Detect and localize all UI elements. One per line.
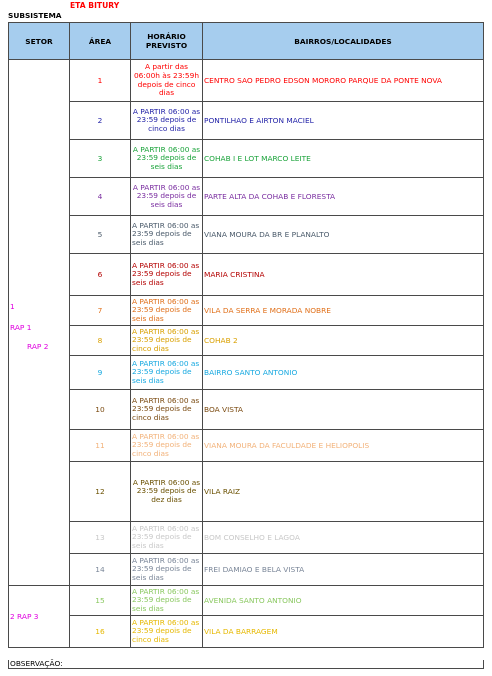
bairros-cell: COHAB I E LOT MARCO LEITE: [203, 140, 484, 178]
area-cell: 3: [70, 140, 131, 178]
bairros-cell: COHAB 2: [203, 326, 484, 356]
table-row: [9, 390, 484, 430]
bairros-cell: VIANA MOURA DA FACULDADE E HELIOPOLIS: [203, 430, 484, 462]
area-cell: 11: [70, 430, 131, 462]
horario-cell: A PARTIR 06:00 as 23:59 depois de seis dias: [131, 216, 203, 254]
col-area-header: ÁREA: [70, 23, 131, 60]
table-row: [9, 254, 484, 296]
horario-cell: A PARTIR 06:00 as 23:59 depois de seis dias: [131, 296, 203, 326]
setor-cell-2: [9, 586, 70, 648]
area-cell: 12: [70, 462, 131, 522]
bairros-cell: FREI DAMIAO E BELA VISTA: [203, 554, 484, 586]
bairros-cell: VILA RAIZ: [203, 462, 484, 522]
table-row: [9, 430, 484, 462]
setor-1-label: 1: [10, 302, 15, 311]
table-header-row: [9, 23, 484, 60]
bairros-cell: BOM CONSELHO E LAGOA: [203, 522, 484, 554]
area-cell: 4: [70, 178, 131, 216]
bairros-cell: PONTILHAO E AIRTON MACIEL: [203, 102, 484, 140]
horario-cell: A PARTIR 06:00 as 23:59 depois de seis dias: [131, 140, 203, 178]
horario-cell: A PARTIR 06:00 as 23:59 depois de seis dias: [131, 522, 203, 554]
bairros-cell: AVENIDA SANTO ANTONIO: [203, 586, 484, 616]
setor-2-rap3-label: 2 RAP 3: [10, 612, 39, 621]
bairros-cell: BOA VISTA: [203, 390, 484, 430]
table-row: [9, 356, 484, 390]
bairros-cell: VILA DA SERRA E MORADA NOBRE: [203, 296, 484, 326]
area-cell: 14: [70, 554, 131, 586]
area-cell: 16: [70, 616, 131, 648]
horario-cell: A PARTIR 06:00 as 23:59 depois de cinco dias: [131, 326, 203, 356]
bairros-cell: VILA DA BARRAGEM: [203, 616, 484, 648]
horario-cell: A partir das 06:00h às 23:59h depois de cinco dias: [131, 60, 203, 102]
area-cell: 15: [70, 586, 131, 616]
setor-cell-1: [9, 60, 70, 586]
area-cell: 2: [70, 102, 131, 140]
rap1-label: RAP 1: [10, 323, 32, 332]
table-row: [9, 102, 484, 140]
bairros-cell: CENTRO SAO PEDRO EDSON MORORO PARQUE DA PONTE NOVA: [203, 60, 484, 102]
eta-title: ETA BITURY: [70, 1, 120, 10]
col-horario-header: HORÁRIO PREVISTO: [131, 23, 203, 60]
horario-cell: A PARTIR 06:00 as 23:59 depois de seis dias: [131, 178, 203, 216]
bairros-cell: PARTE ALTA DA COHAB E FLORESTA: [203, 178, 484, 216]
table-row: [9, 462, 484, 522]
schedule-table: [8, 22, 484, 648]
horario-cell: A PARTIR 06:00 as 23:59 depois de cinco dias: [131, 390, 203, 430]
area-cell: 10: [70, 390, 131, 430]
horario-cell: A PARTIR 06:00 as 23:59 depois de cinco dias: [131, 616, 203, 648]
horario-cell: A PARTIR 06:00 as 23:59 depois de dez dias: [131, 462, 203, 522]
area-cell: 9: [70, 356, 131, 390]
bairros-cell: BAIRRO SANTO ANTONIO: [203, 356, 484, 390]
table-row: [9, 60, 484, 102]
bairros-cell: VIANA MOURA DA BR E PLANALTO: [203, 216, 484, 254]
table-row: [9, 326, 484, 356]
table-row: [9, 140, 484, 178]
horario-cell: A PARTIR 06:00 as 23:59 depois de cinco dias: [131, 430, 203, 462]
table-row: [9, 522, 484, 554]
table-row: [9, 586, 484, 616]
rap2-label: RAP 2: [27, 342, 49, 351]
horario-cell: A PARTIR 06:00 as 23:59 depois de seis dias: [131, 554, 203, 586]
horario-cell: A PARTIR 06:00 as 23:59 depois de seis dias: [131, 254, 203, 296]
table-row: [9, 178, 484, 216]
table-body: [9, 60, 484, 648]
col-bairros-header: BAIRROS/LOCALIDADES: [203, 23, 484, 60]
horario-cell: A PARTIR 06:00 as 23:59 depois de seis dias: [131, 586, 203, 616]
observation-row: [8, 660, 484, 669]
horario-cell: A PARTIR 06:00 as 23:59 depois de seis dias: [131, 356, 203, 390]
area-cell: 8: [70, 326, 131, 356]
table-row: [9, 296, 484, 326]
table-row: [9, 616, 484, 648]
area-cell: 6: [70, 254, 131, 296]
area-cell: 7: [70, 296, 131, 326]
area-cell: 13: [70, 522, 131, 554]
area-cell: 5: [70, 216, 131, 254]
bairros-cell: MARIA CRISTINA: [203, 254, 484, 296]
observation-label: OBSERVAÇÃO:: [10, 659, 63, 668]
subsistema-label: SUBSISTEMA: [8, 11, 62, 20]
horario-cell: A PARTIR 06:00 as 23:59 depois de cinco dias: [131, 102, 203, 140]
table-row: [9, 554, 484, 586]
col-setor-header: SETOR: [9, 23, 70, 60]
area-cell: 1: [70, 60, 131, 102]
table-row: [9, 216, 484, 254]
